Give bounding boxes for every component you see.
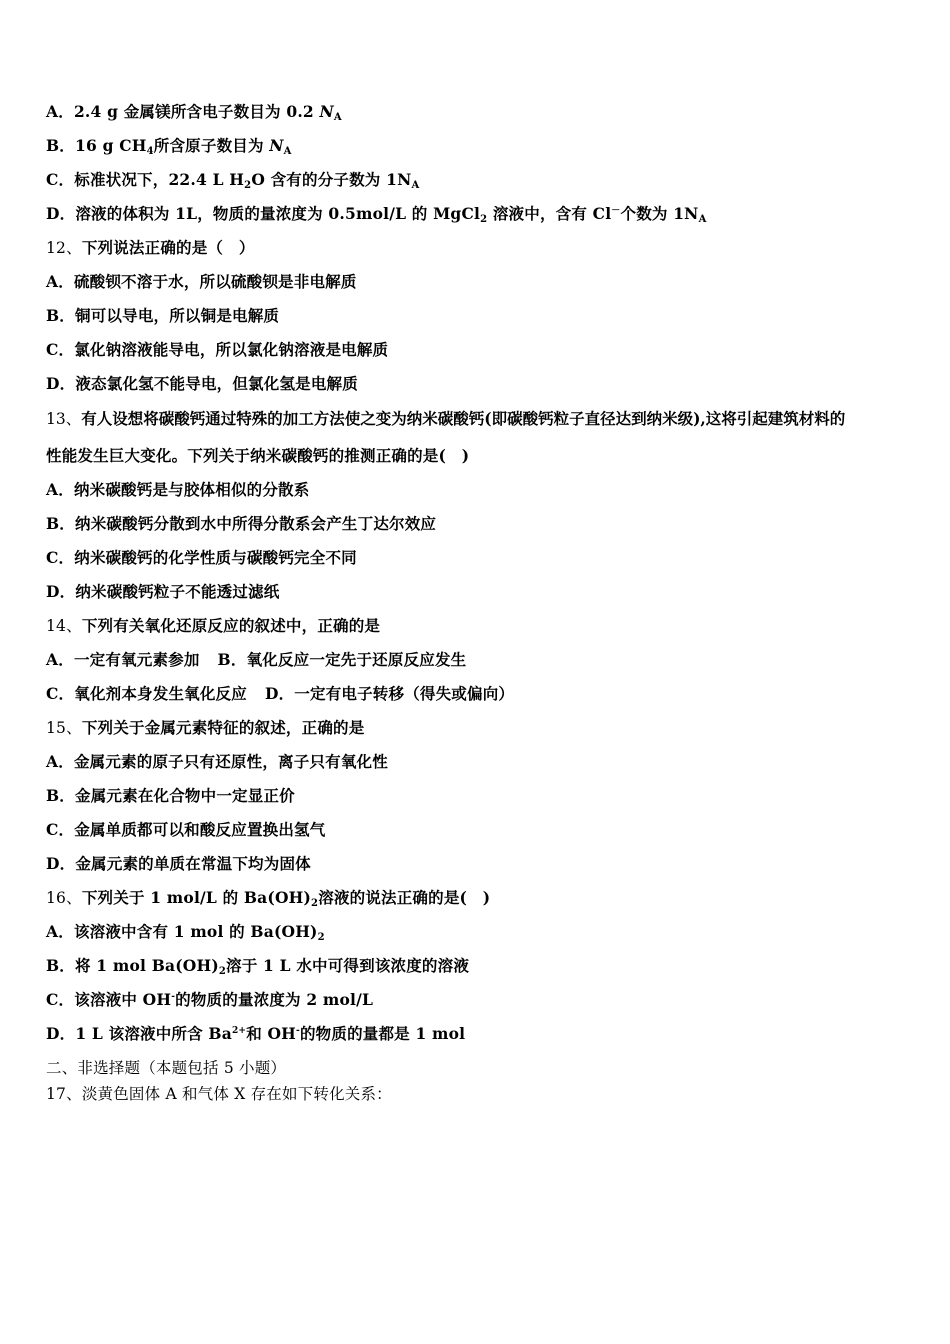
q15-stem: 15、下列关于金属元素特征的叙述，正确的是	[46, 718, 365, 737]
q13-option-c: C．纳米碳酸钙的化学性质与碳酸钙完全不同	[46, 548, 357, 567]
q13-stem-line2: 性能发生巨大变化。下列关于纳米碳酸钙的推测正确的是( )	[46, 446, 470, 465]
q11-option-c: C．标准状况下，22.4 L $H_2O$ 含有的分子数为 $1N_A$	[46, 170, 420, 191]
q13-option-a: A．纳米碳酸钙是与胶体相似的分散系	[46, 480, 310, 499]
q14-options-cd: C．氧化剂本身发生氧化反应 D．一定有电子转移（得失或偏向）	[46, 684, 515, 703]
q14-stem: 14、下列有关氧化还原反应的叙述中，正确的是	[46, 616, 381, 635]
q13-option-b: B．纳米碳酸钙分散到水中所得分散系会产生丁达尔效应	[46, 514, 437, 533]
q16-option-c: C．该溶液中 OH-的物质的量浓度为 2 mol/L	[46, 990, 374, 1009]
q15-option-a: A．金属元素的原子只有还原性，离子只有氧化性	[46, 752, 388, 771]
q16-option-d: D．1 L 该溶液中所含 $Ba^{2+}$和 OH-的物质的量都是 1 mol	[46, 1024, 466, 1043]
q17-stem: 17、淡黄色固体 A 和气体 X 存在如下转化关系：	[46, 1085, 392, 1103]
q14-options-ab: A．一定有氧元素参加 B．氧化反应一定先于还原反应发生	[46, 650, 467, 669]
q15-option-c: C．金属单质都可以和酸反应置换出氢气	[46, 820, 326, 839]
q16-option-b: B．将 1 mol $Ba(OH)_2$溶于 1 L 水中可得到该浓度的溶液	[46, 956, 470, 977]
q15-option-d: D．金属元素的单质在常温下均为固体	[46, 854, 311, 873]
q12-option-d: D．液态氯化氢不能导电，但氯化氢是电解质	[46, 374, 358, 393]
q12-option-a: A．硫酸钡不溶于水，所以硫酸钡是非电解质	[46, 272, 357, 291]
q16-option-a: A．该溶液中含有 1 mol 的 $Ba(OH)_2$	[46, 922, 325, 943]
q16-stem: 16、下列关于 1 mol/L 的 $Ba(OH)_2$溶液的说法正确的是( )	[46, 888, 491, 909]
q13-stem-line1: 13、有人设想将碳酸钙通过特殊的加工方法使之变为纳米碳酸钙(即碳酸钙粒子直径达到纳米级),这将引起建筑材料的	[46, 409, 846, 428]
q12-option-b: B．铜可以导电，所以铜是电解质	[46, 306, 280, 325]
section-heading: 二、非选择题（本题包括 5 小题）	[46, 1059, 287, 1077]
q15-option-b: B．金属元素在化合物中一定显正价	[46, 786, 295, 805]
q11-option-d: D．溶液的体积为 1L，物质的量浓度为 0.5mol/L 的 MgCl$_2$ 溶液中，含有 Cl－个数为 $1N_A$	[46, 204, 707, 225]
q11-option-b: B．16 g $CH_4$所含原子数目为 $N_A$	[46, 136, 292, 157]
q13-option-d: D．纳米碳酸钙粒子不能透过滤纸	[46, 582, 280, 601]
q12-option-c: C．氯化钠溶液能导电，所以氯化钠溶液是电解质	[46, 340, 389, 359]
q12-stem: 12、下列说法正确的是（ ）	[46, 238, 255, 257]
q11-option-a: A．2.4 g 金属镁所含电子数目为 0.2 $N_A$	[46, 102, 342, 123]
